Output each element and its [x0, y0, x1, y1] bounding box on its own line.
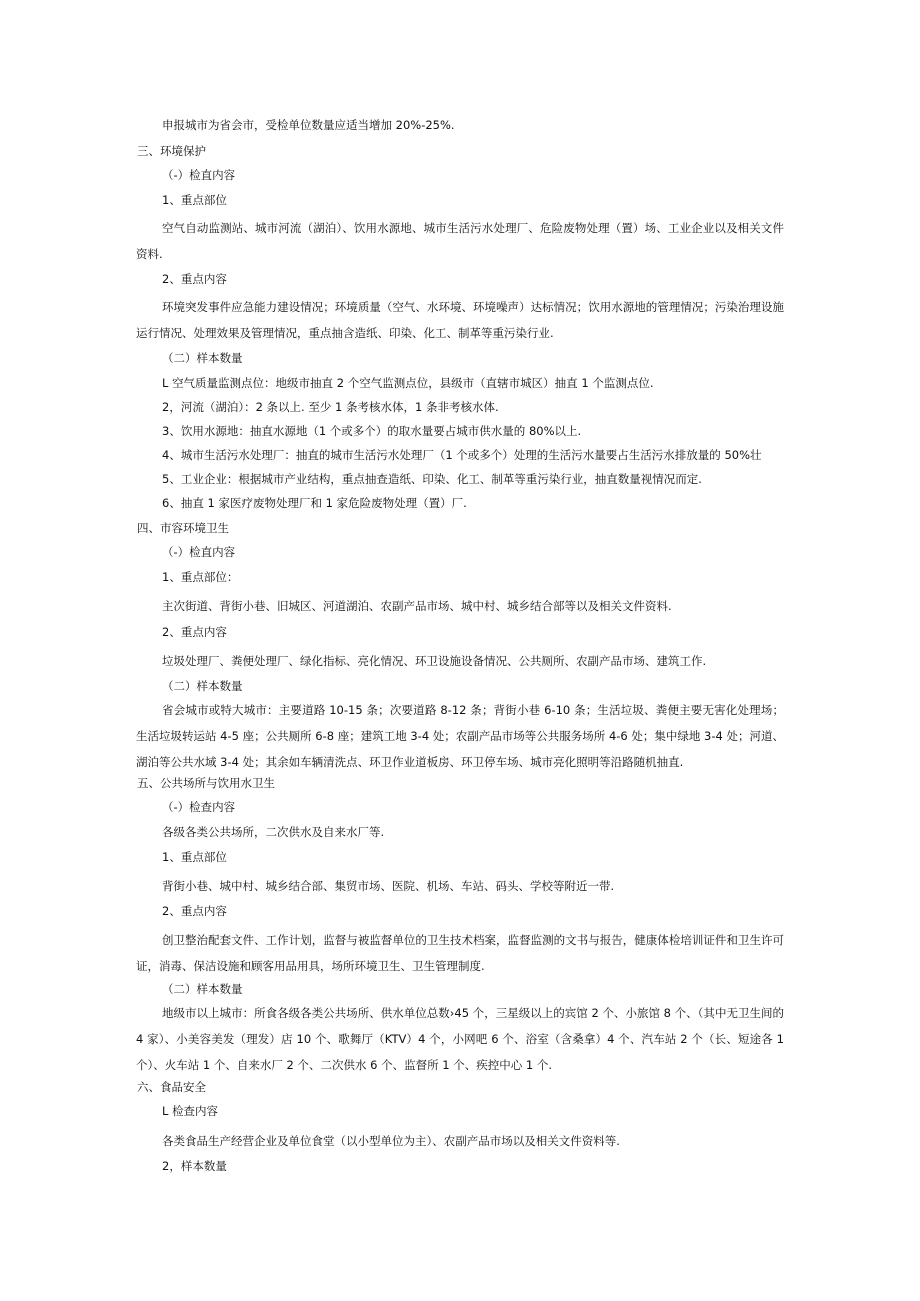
- subsection-heading: 2，样本数量: [162, 1159, 227, 1173]
- text-line: 背街小巷、城中村、城乡结合部、集贸市场、医院、机场、车站、码头、学校等附近一带.: [162, 879, 615, 893]
- subsection-heading: （-）检查内容: [162, 800, 236, 814]
- text-line: 3、饮用水源地：抽直水源地（1 个或多个）的取水量要占城市供水量的 80%以上.: [162, 424, 582, 438]
- text-line: 主次街道、背街小巷、旧城区、河道湖泊、农副产品市场、城中村、城乡结合部等以及相关文件资料.: [162, 599, 672, 613]
- item-heading: 2、重点内容: [162, 904, 227, 918]
- subsection-heading: （二）样本数量: [162, 982, 243, 996]
- item-heading: 2、重点内容: [162, 272, 227, 286]
- section-heading: 四、市容环境卫生: [137, 521, 229, 535]
- subsection-heading: （二）样本数量: [162, 679, 243, 693]
- section-heading: 三、环境保护: [137, 144, 206, 158]
- text-line: L 空气质量监测点位：地级市抽直 2 个空气监测点位，县级市（直辖市城区）抽直 1 个监测点位.: [162, 376, 654, 390]
- text-line: 各级各类公共场所，二次供水及自来水厂等.: [162, 825, 385, 839]
- item-heading: 2、重点内容: [162, 625, 227, 639]
- text-line: 6、抽直 1 家医疗废物处理厂和 1 家危险废物处理（置）厂.: [162, 496, 467, 510]
- paragraph: 环境突发事件应急能力建设情况；环境质量（空气、水环境、环境噪声）达标情况；饮用水源地的管理情况；污染治理设施运行情况、处理效果及管理情况，重点抽含造纸、印染、化工、制革等重污染行业.: [136, 300, 784, 340]
- paragraph: 省会城市或特大城市：主要道路 10-15 条；次要道路 8-12 条；背街小巷 6-10 条；生活垃圾、粪便主要无害化处理场；生活垃圾转运站 4-5 座；公共厕所 6-8 座；建筑工地 3-4 处；农副产品市场等公共服务场所 4-6 处；集中绿地 3-4 处；河道、湖泊等公共水域 3-4 处；其余如车辆清洗点、环卫作业道板房、环卫停车场、城市亮化照明等沿路随机抽直.: [136, 703, 784, 769]
- text-line: 垃圾处理厂、粪便处理厂、绿化指标、亮化情况、环卫设施设备情况、公共厕所、农副产品市场、建筑工作.: [162, 654, 707, 668]
- item-heading: 1、重点部位：: [162, 570, 239, 584]
- text-line: 5、工业企业：根据城市产业结构，重点抽查造纸、印染、化工、制革等重污染行业，抽直数量视情况而定.: [162, 472, 702, 486]
- text-line: 4、城市生活污水处理厂：抽直的城市生活污水处理厂（1 个或多个）处理的生活污水量要占生活污水排放量的 50%壮: [162, 448, 762, 462]
- text-line: 2，河流（湖泊）：2 条以上. 至少 1 条考核水体，1 条非考核水体.: [162, 400, 499, 414]
- subsection-heading: （二）样本数量: [162, 351, 243, 365]
- paragraph: 地级市以上城市：所食各级各类公共场所、供水单位总数›45 个，三星级以上的宾馆 2 个、小旅馆 8 个、（其中无卫生间的 4 家）、小美容美发（理发）店 10 个、歌舞厅（KTV）4 个，小网吧 6 个、浴室（含桑拿）4 个、汽车站 2 个（长、短途各 1 个）、火车站 1 个、自来水厂 2 个、二次供水 6 个、监督所 1 个、疾控中心 1 个.: [136, 1006, 784, 1072]
- text-line: 各类食品生产经营企业及单位食堂（以小型单位为主）、农副产品市场以及相关文件资料等.: [162, 1134, 620, 1148]
- subsection-heading: （-）检直内容: [162, 545, 236, 559]
- item-heading: 1、重点部位: [162, 193, 227, 207]
- section-heading: 六、食品安全: [137, 1080, 206, 1094]
- paragraph: 创卫整治配套文件、工作计划，监督与被监督单位的卫生技术档案，监督监测的文书与报告，健康体检培训证件和卫生许可证，消毒、保洁设施和顾客用品用具，场所环境卫生、卫生管理制度.: [136, 933, 784, 973]
- subsection-heading: （-）检直内容: [162, 168, 236, 182]
- paragraph: 空气自动监测站、城市河流（湖泊）、饮用水源地、城市生活污水处理厂、危险废物处理（置）场、工业企业以及相关文件资料.: [136, 221, 784, 261]
- text-line: 申报城市为省会市，受检单位数量应适当增加 20%-25%.: [162, 118, 455, 132]
- item-heading: 1、重点部位: [162, 850, 227, 864]
- subsection-heading: L 检查内容: [162, 1104, 219, 1118]
- section-heading: 五、公共场所与饮用水卫生: [137, 776, 275, 790]
